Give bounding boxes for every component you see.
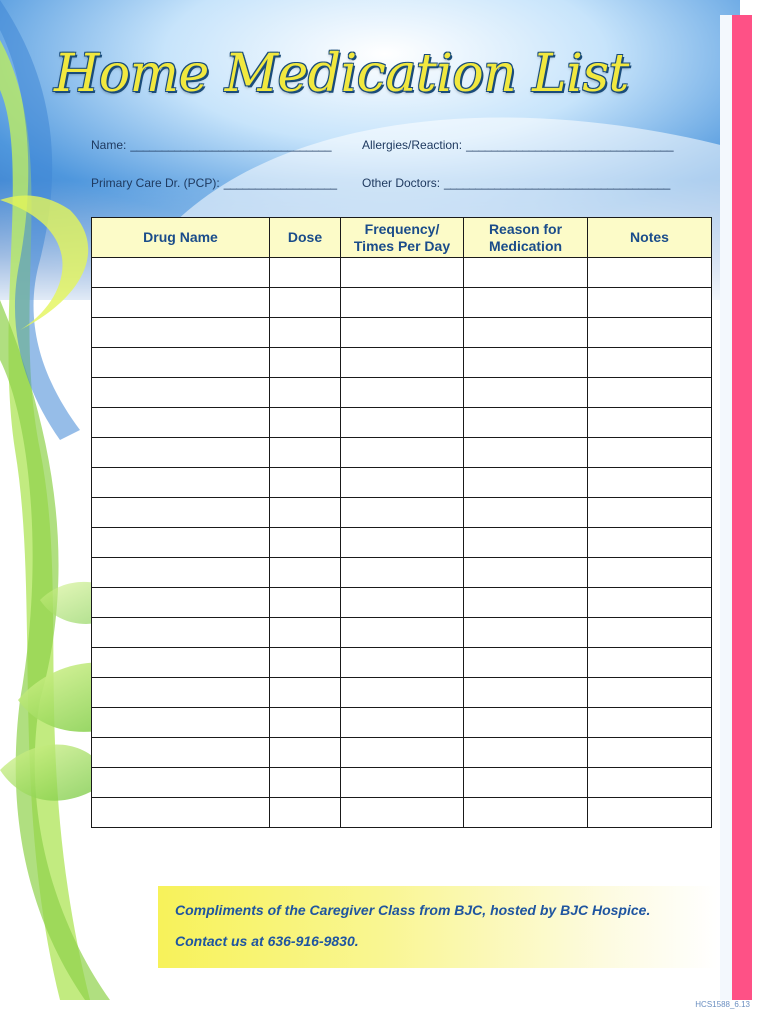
reason-cell[interactable] <box>464 468 588 498</box>
frequency-cell[interactable] <box>341 528 464 558</box>
drug-name-cell[interactable] <box>92 258 270 288</box>
name-field[interactable] <box>91 138 331 152</box>
reason-cell[interactable] <box>464 408 588 438</box>
drug-name-cell[interactable] <box>92 498 270 528</box>
reason-cell[interactable] <box>464 498 588 528</box>
notes-cell[interactable] <box>588 318 712 348</box>
notes-cell[interactable] <box>588 768 712 798</box>
reason-cell[interactable] <box>464 618 588 648</box>
table-row <box>92 528 712 558</box>
table-row <box>92 288 712 318</box>
notes-cell[interactable] <box>588 408 712 438</box>
reason-cell[interactable] <box>464 528 588 558</box>
table-row <box>92 438 712 468</box>
reason-cell[interactable] <box>464 258 588 288</box>
footer-compliments-text: Compliments of the Caregiver Class from BJC, hosted by BJC Hospice. <box>175 902 651 918</box>
allergies-label: Allergies/Reaction: <box>362 138 463 152</box>
table-row <box>92 348 712 378</box>
frequency-cell[interactable] <box>341 408 464 438</box>
right-light-panel <box>720 15 732 1000</box>
drug-name-cell[interactable] <box>92 558 270 588</box>
frequency-cell[interactable] <box>341 318 464 348</box>
dose-cell[interactable] <box>270 648 341 678</box>
allergies-field[interactable] <box>362 138 673 152</box>
pcp-field[interactable] <box>91 176 337 190</box>
header-drug-name: Drug Name <box>92 218 270 258</box>
drug-name-cell[interactable] <box>92 798 270 828</box>
dose-cell[interactable] <box>270 798 341 828</box>
drug-name-cell[interactable] <box>92 408 270 438</box>
frequency-cell[interactable] <box>341 258 464 288</box>
dose-cell[interactable] <box>270 498 341 528</box>
frequency-cell[interactable] <box>341 288 464 318</box>
reason-cell[interactable] <box>464 288 588 318</box>
name-label: Name: <box>91 138 127 152</box>
notes-cell[interactable] <box>588 498 712 528</box>
frequency-cell[interactable] <box>341 438 464 468</box>
frequency-cell[interactable] <box>341 768 464 798</box>
dose-cell[interactable] <box>270 708 341 738</box>
drug-name-cell[interactable] <box>92 438 270 468</box>
notes-cell[interactable] <box>588 618 712 648</box>
drug-name-cell[interactable] <box>92 468 270 498</box>
frequency-cell[interactable] <box>341 498 464 528</box>
reason-cell[interactable] <box>464 678 588 708</box>
table-row <box>92 618 712 648</box>
pcp-line[interactable]: __________________ <box>223 176 337 190</box>
dose-cell[interactable] <box>270 378 341 408</box>
notes-cell[interactable] <box>588 348 712 378</box>
frequency-cell[interactable] <box>341 558 464 588</box>
name-line[interactable]: ________________________________ <box>130 138 332 152</box>
other-doctors-label: Other Doctors: <box>362 176 441 190</box>
dose-cell[interactable] <box>270 768 341 798</box>
dose-cell[interactable] <box>270 528 341 558</box>
frequency-cell[interactable] <box>341 468 464 498</box>
dose-cell[interactable] <box>270 558 341 588</box>
frequency-cell[interactable] <box>341 708 464 738</box>
dose-cell[interactable] <box>270 348 341 378</box>
drug-name-cell[interactable] <box>92 318 270 348</box>
header-frequency: Frequency/ Times Per Day <box>341 218 464 258</box>
reason-cell[interactable] <box>464 348 588 378</box>
table-row <box>92 588 712 618</box>
notes-cell[interactable] <box>588 648 712 678</box>
table-header-row <box>92 218 712 258</box>
table-row <box>92 558 712 588</box>
reason-cell[interactable] <box>464 588 588 618</box>
reason-cell[interactable] <box>464 558 588 588</box>
reason-cell[interactable] <box>464 648 588 678</box>
dose-cell[interactable] <box>270 408 341 438</box>
dose-cell[interactable] <box>270 618 341 648</box>
notes-cell[interactable] <box>588 468 712 498</box>
header-reason: Reason for Medication <box>464 218 588 258</box>
reason-cell[interactable] <box>464 738 588 768</box>
other-doctors-line[interactable]: ____________________________________ <box>444 176 670 190</box>
table-row <box>92 318 712 348</box>
drug-name-cell[interactable] <box>92 588 270 618</box>
header-dose: Dose <box>270 218 341 258</box>
table-row <box>92 408 712 438</box>
reason-cell[interactable] <box>464 798 588 828</box>
table-row <box>92 378 712 408</box>
frequency-cell[interactable] <box>341 378 464 408</box>
table-row <box>92 798 712 828</box>
reason-cell[interactable] <box>464 708 588 738</box>
dose-cell[interactable] <box>270 678 341 708</box>
notes-cell[interactable] <box>588 378 712 408</box>
table-row <box>92 648 712 678</box>
table-row <box>92 498 712 528</box>
table-row <box>92 768 712 798</box>
frequency-cell[interactable] <box>341 348 464 378</box>
drug-name-cell[interactable] <box>92 618 270 648</box>
form-code: HCS1588_6.13 <box>695 1000 750 1009</box>
dose-cell[interactable] <box>270 738 341 768</box>
table-row <box>92 258 712 288</box>
notes-cell[interactable] <box>588 738 712 768</box>
notes-cell[interactable] <box>588 798 712 828</box>
notes-cell[interactable] <box>588 258 712 288</box>
drug-name-cell[interactable] <box>92 738 270 768</box>
other-doctors-field[interactable] <box>362 176 670 190</box>
table-body <box>92 258 712 828</box>
frequency-cell[interactable] <box>341 798 464 828</box>
frequency-cell[interactable] <box>341 738 464 768</box>
dose-cell[interactable] <box>270 468 341 498</box>
notes-cell[interactable] <box>588 588 712 618</box>
drug-name-cell[interactable] <box>92 288 270 318</box>
dose-cell[interactable] <box>270 438 341 468</box>
notes-cell[interactable] <box>588 438 712 468</box>
reason-cell[interactable] <box>464 768 588 798</box>
drug-name-cell[interactable] <box>92 648 270 678</box>
table-row <box>92 678 712 708</box>
notes-cell[interactable] <box>588 558 712 588</box>
notes-cell[interactable] <box>588 708 712 738</box>
table-row <box>92 708 712 738</box>
header-notes: Notes <box>588 218 712 258</box>
medication-table <box>91 217 712 828</box>
pink-edge-bar <box>732 15 752 1000</box>
footer-banner <box>158 886 718 968</box>
allergies-line[interactable]: _________________________________ <box>466 138 674 152</box>
drug-name-cell[interactable] <box>92 378 270 408</box>
notes-cell[interactable] <box>588 528 712 558</box>
dose-cell[interactable] <box>270 288 341 318</box>
page-title: Home Medication List <box>54 44 629 104</box>
reason-cell[interactable] <box>464 378 588 408</box>
drug-name-cell[interactable] <box>92 678 270 708</box>
dose-cell[interactable] <box>270 318 341 348</box>
frequency-cell[interactable] <box>341 648 464 678</box>
frequency-cell[interactable] <box>341 618 464 648</box>
table-row <box>92 468 712 498</box>
frequency-cell[interactable] <box>341 678 464 708</box>
dose-cell[interactable] <box>270 588 341 618</box>
pcp-label: Primary Care Dr. (PCP): <box>91 176 220 190</box>
dose-cell[interactable] <box>270 258 341 288</box>
frequency-cell[interactable] <box>341 588 464 618</box>
notes-cell[interactable] <box>588 288 712 318</box>
drug-name-cell[interactable] <box>92 528 270 558</box>
drug-name-cell[interactable] <box>92 348 270 378</box>
reason-cell[interactable] <box>464 438 588 468</box>
drug-name-cell[interactable] <box>92 768 270 798</box>
notes-cell[interactable] <box>588 678 712 708</box>
drug-name-cell[interactable] <box>92 708 270 738</box>
footer-contact-text: Contact us at 636-916-9830. <box>175 933 359 949</box>
table-row <box>92 738 712 768</box>
reason-cell[interactable] <box>464 318 588 348</box>
